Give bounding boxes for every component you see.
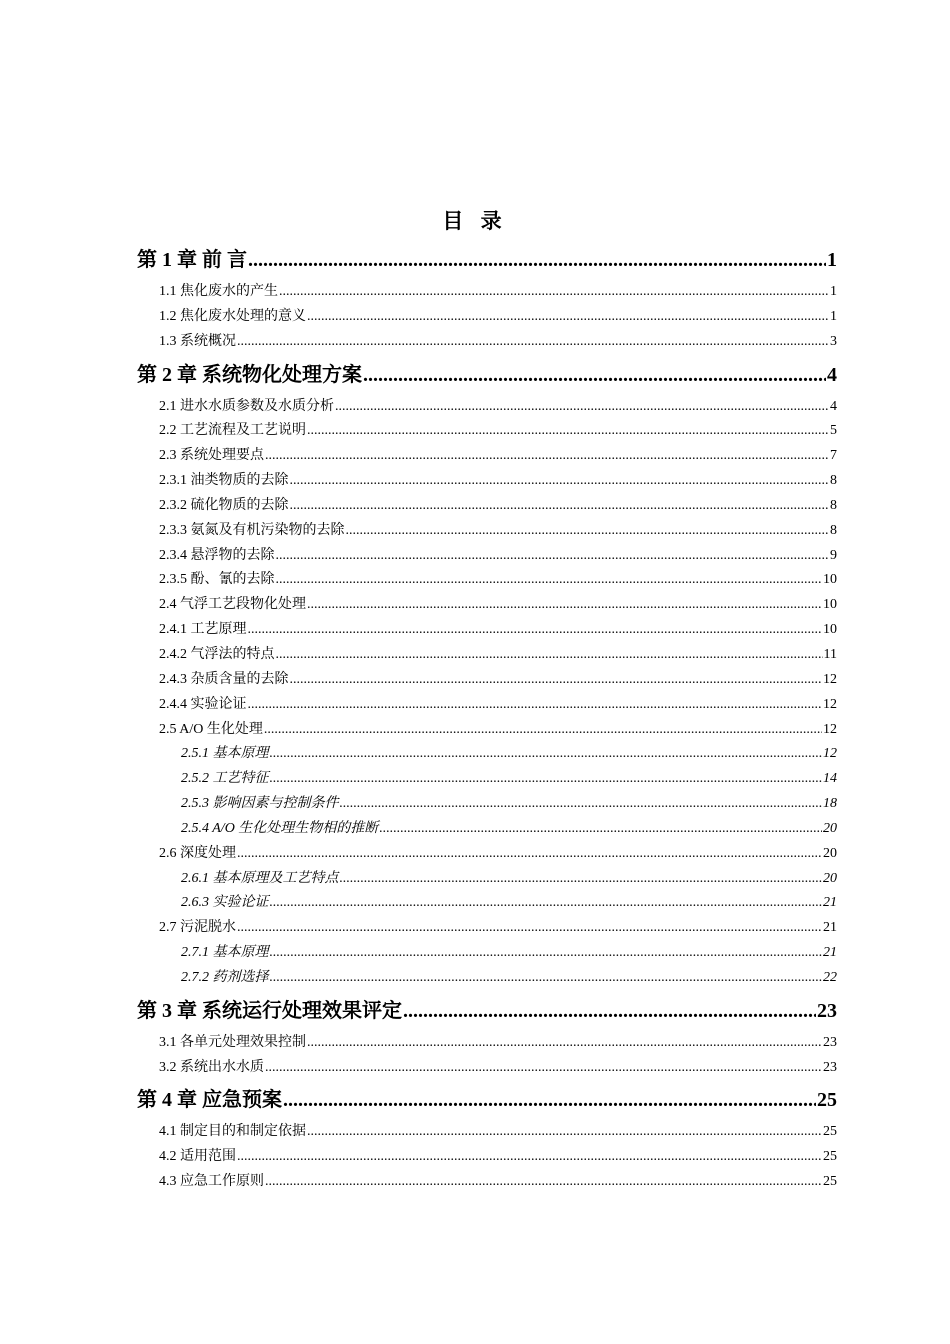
toc-entry-page: 12: [823, 696, 837, 712]
toc-section-entry[interactable]: [137, 618, 837, 643]
toc-entry-page: 1: [827, 249, 837, 271]
toc-section-entry[interactable]: [137, 395, 837, 420]
toc-section-entry[interactable]: [137, 817, 837, 842]
toc-dot-leader: [283, 1083, 816, 1117]
toc-section-entry[interactable]: [137, 305, 837, 330]
toc-section-entry[interactable]: [137, 544, 837, 569]
toc-entry-page: 1: [830, 284, 837, 299]
toc-section-entry[interactable]: [137, 1031, 837, 1056]
toc-dot-leader: [248, 618, 823, 643]
toc-entry-page: 25: [823, 1124, 837, 1140]
toc-dot-leader: [307, 593, 822, 618]
toc-entry-page: 18: [823, 796, 837, 812]
toc-section-entry[interactable]: [137, 891, 837, 916]
toc-entry-label: 2.5.1 基本原理: [181, 746, 269, 762]
toc-dot-leader: [270, 891, 823, 916]
toc-section-entry[interactable]: [137, 419, 837, 444]
toc-dot-leader: [279, 280, 829, 305]
toc-entry-label: 第 3 章 系统运行处理效果评定: [137, 999, 402, 1022]
toc-entry-label: 2.6 深度处理: [159, 845, 236, 861]
toc-section-entry[interactable]: [137, 767, 837, 792]
toc-dot-leader: [363, 358, 826, 392]
toc-entry-label: 2.4.2 气浮法的特点: [159, 646, 275, 662]
toc-dot-leader: [264, 718, 822, 743]
toc-section-entry[interactable]: [137, 693, 837, 718]
toc-entry-label: 2.3 系统处理要点: [159, 448, 264, 464]
toc-dot-leader: [307, 305, 829, 330]
toc-entry-page: 8: [830, 522, 837, 538]
toc-dot-leader: [346, 519, 830, 544]
toc-entry-label: 2.6.1 基本原理及工艺特点: [181, 870, 339, 886]
toc-entry-label: 第 1 章 前 言: [137, 249, 247, 271]
toc-dot-leader: [270, 742, 823, 767]
toc-entry-page: 12: [823, 746, 837, 762]
toc-entry-page: 10: [823, 572, 837, 588]
toc-entry-page: 20: [823, 870, 837, 886]
toc-entry-label: 2.5 A/O 生化处理: [159, 721, 263, 737]
toc-entry-label: 2.1 进水水质参数及水质分析: [159, 398, 334, 414]
toc-dot-leader: [276, 568, 823, 593]
toc-entry-label: 2.2 工艺流程及工艺说明: [159, 423, 306, 439]
toc-entry-page: 14: [823, 771, 837, 787]
toc-entry-page: 1: [830, 308, 837, 324]
toc-section-entry[interactable]: [137, 444, 837, 469]
toc-dot-leader: [248, 693, 823, 718]
toc-entry-label: 2.6.3 实验论证: [181, 895, 269, 911]
toc-entry-page: 25: [823, 1174, 837, 1190]
toc-section-entry[interactable]: [137, 494, 837, 519]
toc-dot-leader: [265, 1056, 822, 1081]
toc-entry-label: 2.5.2 工艺特征: [181, 771, 269, 787]
toc-section-entry[interactable]: [137, 519, 837, 544]
toc-entry-label: 3.2 系统出水水质: [159, 1059, 264, 1075]
toc-entry-label: 第 2 章 系统物化处理方案: [137, 363, 362, 386]
toc-entry-label: 2.7.1 基本原理: [181, 945, 269, 961]
toc-chapter-entry[interactable]: [137, 1083, 837, 1117]
toc-section-entry[interactable]: [137, 941, 837, 966]
toc-dot-leader: [237, 330, 829, 355]
toc-entry-label: 2.5.3 影响因素与控制条件: [181, 796, 339, 812]
toc-entry-page: 8: [830, 497, 837, 513]
toc-dot-leader: [290, 668, 823, 693]
toc-entry-label: 2.4.1 工艺原理: [159, 622, 247, 638]
toc-dot-leader: [290, 469, 830, 494]
toc-section-entry[interactable]: [137, 742, 837, 767]
toc-entry-page: 25: [817, 1089, 837, 1112]
toc-chapter-entry[interactable]: [137, 358, 837, 392]
toc-entry-page: 20: [823, 845, 837, 861]
toc-entry-label: 2.3.4 悬浮物的去除: [159, 547, 275, 563]
toc-section-entry[interactable]: [137, 1056, 837, 1081]
toc-entry-label: 2.7 污泥脱水: [159, 920, 236, 936]
toc-entry-page: 23: [817, 999, 837, 1022]
toc-entry-label: 2.3.5 酚、氰的去除: [159, 572, 275, 588]
toc-section-entry[interactable]: [137, 1120, 837, 1145]
toc-entry-page: 21: [823, 920, 837, 936]
toc-dot-leader: [307, 1120, 822, 1145]
toc-entry-label: 2.4.4 实验论证: [159, 696, 247, 712]
toc-dot-leader: [335, 395, 829, 420]
toc-chapter-entry[interactable]: [137, 994, 837, 1028]
toc-entry-label: 2.3.1 油类物质的去除: [159, 473, 289, 489]
toc-entry-page: 23: [823, 1034, 837, 1050]
toc-entry-page: 10: [823, 597, 837, 613]
toc-entry-label: 1.2 焦化废水处理的意义: [159, 308, 306, 324]
toc-entry-label: 2.3.3 氨氮及有机污染物的去除: [159, 522, 345, 538]
toc-entry-label: 4.3 应急工作原则: [159, 1174, 264, 1190]
toc-dot-leader: [270, 767, 823, 792]
toc-entry-label: 1.3 系统概况: [159, 333, 236, 349]
toc-section-entry[interactable]: [137, 469, 837, 494]
toc-dot-leader: [237, 916, 822, 941]
toc-entry-page: 10: [823, 622, 837, 638]
toc-section-entry[interactable]: [137, 593, 837, 618]
toc-entry-page: 7: [830, 448, 837, 464]
toc-entry-label: 2.7.2 药剂选择: [181, 969, 269, 985]
toc-section-entry[interactable]: [137, 916, 837, 941]
toc-entry-page: 21: [823, 895, 837, 911]
toc-entry-label: 2.3.2 硫化物质的去除: [159, 497, 289, 513]
toc-section-entry[interactable]: [137, 1170, 837, 1195]
toc-entry-page: 23: [823, 1059, 837, 1075]
toc-entry-page: 21: [823, 945, 837, 961]
toc-dot-leader: [307, 1031, 822, 1056]
toc-dot-leader: [270, 966, 823, 991]
toc-entry-label: 2.5.4 A/O 生化处理生物相的推断: [181, 820, 379, 836]
toc-entry-label: 4.2 适用范围: [159, 1149, 236, 1165]
toc-dot-leader: [237, 1145, 822, 1170]
toc-entry-label: 第 4 章 应急预案: [137, 1089, 282, 1112]
toc-entry-label: 2.4 气浮工艺段物化处理: [159, 597, 306, 613]
toc-entry-label: 1.1 焦化废水的产生: [159, 284, 278, 299]
toc-dot-leader: [248, 243, 826, 277]
toc-dot-leader: [403, 994, 816, 1028]
toc-entry-label: 4.1 制定目的和制定依据: [159, 1124, 306, 1140]
toc-section-entry[interactable]: [137, 842, 837, 867]
toc-dot-leader: [270, 941, 823, 966]
toc-dot-leader: [265, 444, 829, 469]
toc-dot-leader: [379, 817, 822, 842]
toc-entry-page: 22: [823, 969, 837, 985]
toc-section-entry[interactable]: [137, 792, 837, 817]
toc-entry-page: 25: [823, 1149, 837, 1165]
toc-dot-leader: [276, 643, 823, 668]
toc-dot-leader: [340, 867, 823, 892]
toc-entry-page: 4: [827, 363, 837, 386]
toc-entry-label: 3.1 各单元处理效果控制: [159, 1034, 306, 1050]
toc-entry-label: 2.4.3 杂质含量的去除: [159, 671, 289, 687]
toc-section-entry[interactable]: [137, 280, 837, 305]
toc-entry-page: 9: [830, 547, 837, 563]
toc-entry-page: 4: [830, 398, 837, 414]
toc-chapter-entry[interactable]: [137, 243, 837, 277]
toc-entry-page: 5: [830, 423, 837, 439]
toc-section-entry[interactable]: [137, 330, 837, 355]
table-of-contents: [137, 240, 837, 1195]
toc-entry-page: 20: [823, 820, 837, 836]
toc-dot-leader: [265, 1170, 822, 1195]
toc-section-entry[interactable]: [137, 643, 837, 668]
toc-entry-page: 8: [830, 473, 837, 489]
toc-section-entry[interactable]: [137, 718, 837, 743]
toc-entry-page: 3: [830, 333, 837, 349]
toc-dot-leader: [290, 494, 830, 519]
toc-entry-page: 11: [823, 646, 837, 662]
toc-dot-leader: [276, 544, 830, 569]
toc-section-entry[interactable]: [137, 568, 837, 593]
toc-entry-page: 12: [823, 671, 837, 687]
toc-dot-leader: [237, 842, 822, 867]
toc-section-entry[interactable]: [137, 966, 837, 991]
toc-section-entry[interactable]: [137, 1145, 837, 1170]
toc-title: 目 录: [442, 209, 508, 233]
toc-section-entry[interactable]: [137, 867, 837, 892]
toc-section-entry[interactable]: [137, 668, 837, 693]
toc-dot-leader: [307, 419, 829, 444]
toc-entry-page: 12: [823, 721, 837, 737]
toc-dot-leader: [340, 792, 823, 817]
